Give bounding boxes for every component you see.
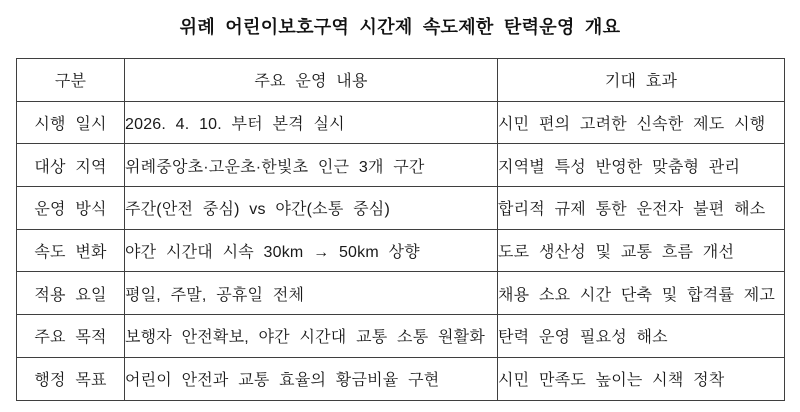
table-row [17,187,785,230]
row-label-cell: 적용 요일 [17,272,125,315]
row-content-cell: 위례중앙초·고운초·한빛초 인근 3개 구간 [125,144,498,187]
row-content-cell: 주간(안전 중심) vs 야간(소통 중심) [125,187,498,230]
row-effect-cell: 시민 만족도 높이는 시책 정착 [498,357,785,400]
row-content-cell: 평일, 주말, 공휴일 전체 [125,272,498,315]
row-label-cell: 속도 변화 [17,229,125,272]
table-row [17,315,785,358]
header-cell-category: 구분 [17,59,125,102]
row-effect-cell: 합리적 규제 통한 운전자 불편 해소 [498,187,785,230]
table-row [17,101,785,144]
row-effect-cell: 탄력 운영 필요성 해소 [498,315,785,358]
row-effect-cell: 시민 편의 고려한 신속한 제도 시행 [498,101,785,144]
table-row [17,144,785,187]
row-content-cell: 보행자 안전확보, 야간 시간대 교통 소통 원활화 [125,315,498,358]
row-content-cell: 어린이 안전과 교통 효율의 황금비율 구현 [125,357,498,400]
row-label-cell: 대상 지역 [17,144,125,187]
row-effect-cell: 도로 생산성 및 교통 흐름 개선 [498,229,785,272]
table-row [17,272,785,315]
row-content-cell: 2026. 4. 10. 부터 본격 실시 [125,101,498,144]
header-cell-content: 주요 운영 내용 [125,59,498,102]
header-cell-effect: 기대 효과 [498,59,785,102]
row-label-cell: 시행 일시 [17,101,125,144]
row-label-cell: 행정 목표 [17,357,125,400]
row-label-cell: 운영 방식 [17,187,125,230]
row-effect-cell: 채용 소요 시간 단축 및 합격률 제고 [498,272,785,315]
row-effect-cell: 지역별 특성 반영한 맞춤형 관리 [498,144,785,187]
table-row [17,357,785,400]
row-label-cell: 주요 목적 [17,315,125,358]
table-row [17,229,785,272]
overview-table [16,58,785,401]
row-content-cell: 야간 시간대 시속 30km → 50km 상향 [125,229,498,272]
table-header-row [17,59,785,102]
page-title: 위례 어린이보호구역 시간제 속도제한 탄력운영 개요 [179,17,621,37]
